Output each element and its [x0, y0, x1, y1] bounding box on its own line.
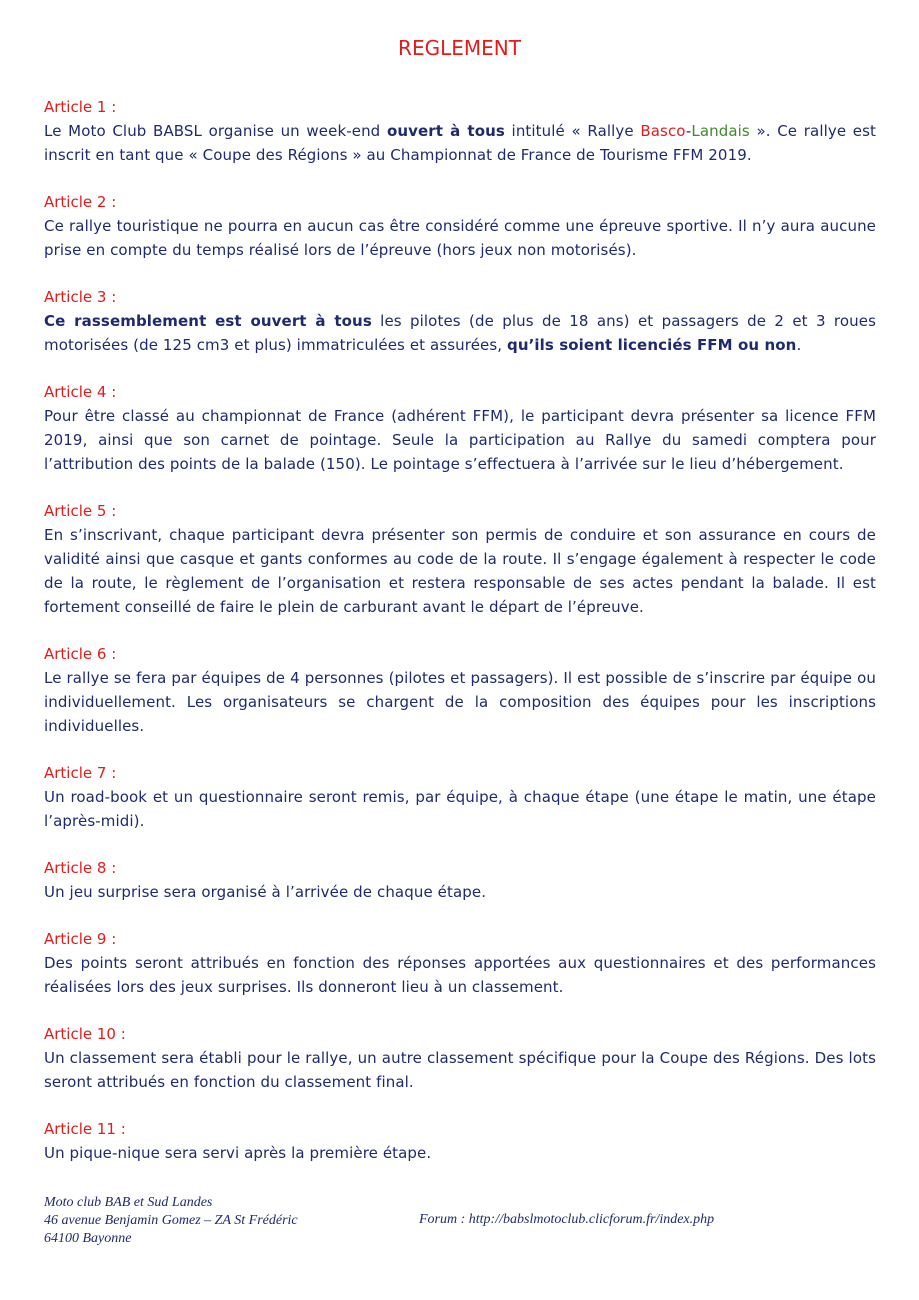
- colored-text: Basco: [640, 122, 686, 140]
- article-heading: Article 6 :: [44, 645, 117, 663]
- article-text: [44, 214, 876, 262]
- article-heading: Article 2 :: [44, 193, 117, 211]
- article-heading: Article 11 :: [44, 1120, 126, 1138]
- text-run: Le Moto Club BABSL organise un week-end: [44, 122, 387, 140]
- text-run: En s’inscrivant, chaque participant devra présenter son permis de conduire et son assurance en cours de validité ainsi que casque et gants conformes au code de la route. Il s’engage également à respecter le code de la route, le règlement de l’organisation et restera responsable de ses actes pendant la balade. Il est fortement conseillé de faire le plein de carburant avant le départ de l’épreuve.: [44, 526, 876, 616]
- article-heading: Article 7 :: [44, 764, 117, 782]
- text-run: Pour être classé au championnat de France (adhérent FFM), le participant devra présenter sa licence FFM 2019, ainsi que son carnet de pointage. Seule la participation au Rallye du samedi comptera pour l’attribution des points de la balade (150). Le pointage s’effectuera à l’arrivée sur le lieu d’hébergement.: [44, 407, 876, 473]
- article-text: [44, 666, 876, 738]
- article-11: [44, 1117, 876, 1165]
- text-run: ». Ce rallye est inscrit en tant que « Coupe des Régions » au Championnat de France de Tourisme FFM 2019.: [44, 122, 877, 164]
- article-3: [44, 285, 876, 357]
- text-run: Le rallye se fera par équipes de 4 personnes (pilotes et passagers). Il est possible de s’inscrire par équipe ou individuellement. Les organisateurs se chargent de la composition des équipes pour les inscriptions individuelles.: [44, 669, 876, 735]
- article-8: [44, 856, 876, 904]
- text-run: les pilotes (de plus de 18 ans) et passagers de 2 et 3 roues motorisées (de 125 cm3 et plus) immatriculées et assurées,: [44, 312, 876, 354]
- article-4: [44, 380, 876, 476]
- footer-address: [44, 1194, 374, 1248]
- text-run: Un pique-nique sera servi après la première étape.: [44, 1144, 432, 1162]
- article-text: [44, 119, 876, 167]
- article-text: [44, 951, 876, 999]
- article-10: [44, 1022, 876, 1094]
- text-run: .: [796, 336, 802, 354]
- article-heading: Article 5 :: [44, 502, 117, 520]
- text-run: Un classement sera établi pour le rallye, un autre classement spécifique pour la Coupe des Régions. Des lots seront attribués en fonction du classement final.: [44, 1049, 876, 1091]
- article-text: [44, 309, 876, 357]
- article-text: [44, 523, 876, 619]
- article-1: [44, 95, 876, 167]
- article-heading: Article 3 :: [44, 288, 117, 306]
- bold-text: Ce rassemblement est ouvert à tous: [44, 312, 372, 330]
- article-text: [44, 785, 876, 833]
- article-2: [44, 190, 876, 262]
- article-5: [44, 499, 876, 619]
- footer-city: 64100 Bayonne: [44, 1231, 132, 1246]
- article-heading: Article 8 :: [44, 859, 117, 877]
- colored-text: Landais: [691, 122, 750, 140]
- articles-list: [44, 95, 876, 1188]
- bold-text: qu’ils soient licenciés FFM ou non: [507, 336, 797, 354]
- article-7: [44, 761, 876, 833]
- article-6: [44, 642, 876, 738]
- text-run: intitulé « Rallye: [504, 122, 641, 140]
- bold-text: ouvert à tous: [386, 122, 505, 140]
- text-run: Un road-book et un questionnaire seront remis, par équipe, à chaque étape (une étape le matin, une étape l’après-midi).: [44, 788, 876, 830]
- page-title: REGLEMENT: [398, 36, 521, 60]
- article-9: [44, 927, 876, 999]
- article-heading: Article 4 :: [44, 383, 117, 401]
- article-text: [44, 1046, 876, 1094]
- footer-club-name: Moto club BAB et Sud Landes: [44, 1195, 213, 1210]
- article-heading: Article 9 :: [44, 930, 117, 948]
- text-run: Ce rallye touristique ne pourra en aucun cas être considéré comme une épreuve sportive. Il n’y aura aucune prise en compte du temps réalisé lors de l’épreuve (hors jeux non motorisés).: [44, 217, 876, 259]
- article-text: [44, 880, 876, 904]
- footer-street: 46 avenue Benjamin Gomez – ZA St Frédéric: [44, 1213, 298, 1228]
- article-text: [44, 1141, 876, 1165]
- article-heading: Article 1 :: [44, 98, 117, 116]
- article-heading: Article 10 :: [44, 1025, 126, 1043]
- footer-forum-link[interactable]: Forum : http://babslmotoclub.clicforum.fr/index.php: [419, 1212, 715, 1227]
- article-text: [44, 404, 876, 476]
- text-run: -: [685, 122, 692, 140]
- text-run: Un jeu surprise sera organisé à l’arrivée de chaque étape.: [44, 883, 487, 901]
- text-run: Des points seront attribués en fonction des réponses apportées aux questionnaires et des performances réalisées lors des jeux surprises. Ils donneront lieu à un classement.: [44, 954, 876, 996]
